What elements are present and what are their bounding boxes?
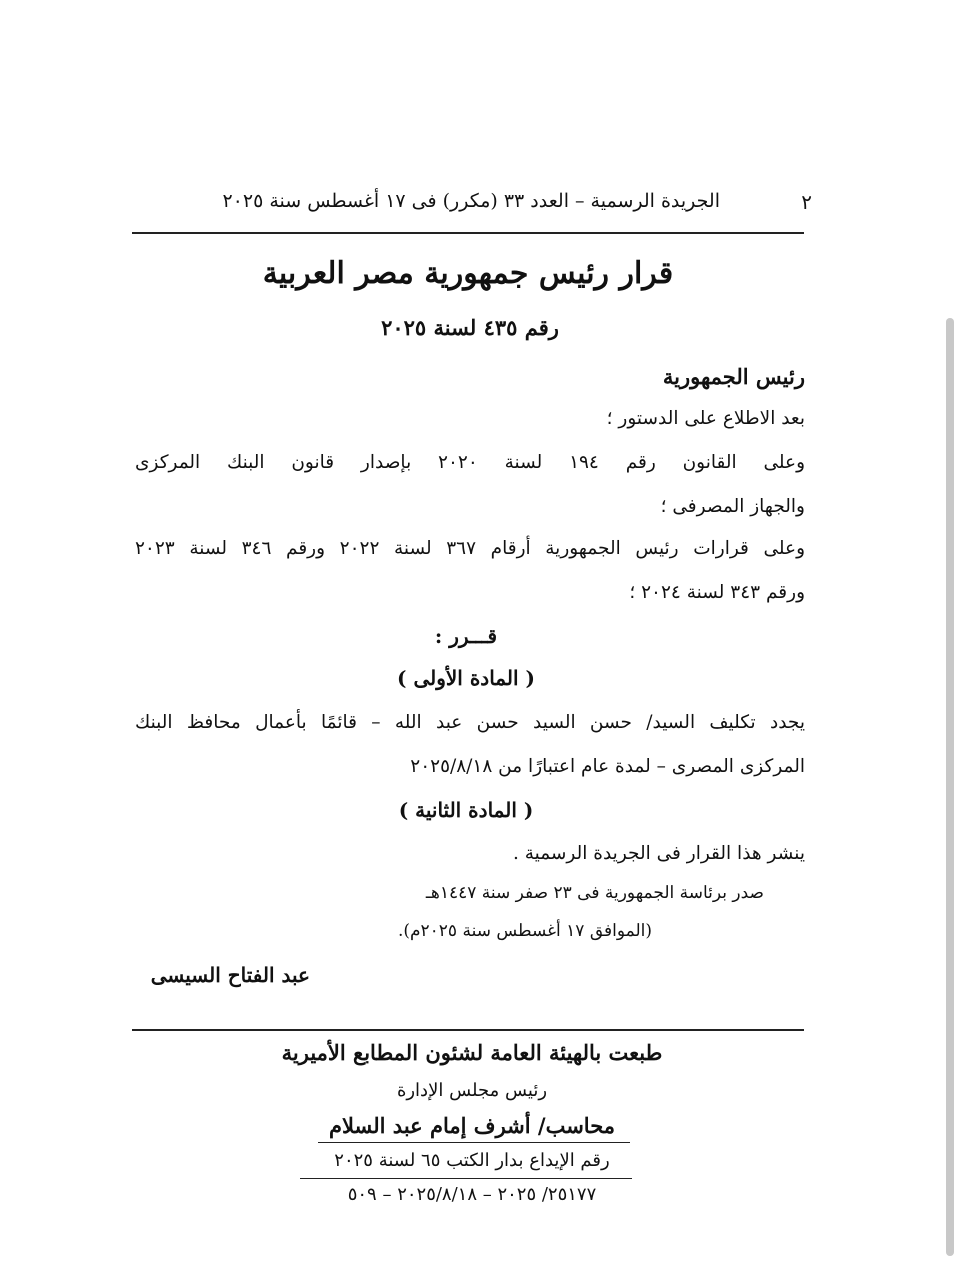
header-rule xyxy=(132,232,804,234)
decree-number-text: رقم ٤٣٥ لسنة ٢٠٢٥ xyxy=(381,315,559,340)
preamble-line-1: بعد الاطلاع على الدستور ؛ xyxy=(606,408,805,429)
preamble-line-2b: والجهاز المصرفى ؛ xyxy=(660,496,805,517)
scrollbar-thumb[interactable] xyxy=(946,318,954,1256)
chair-label xyxy=(0,1080,960,1101)
printed-by xyxy=(0,1040,960,1065)
chair-name xyxy=(0,1113,960,1138)
issued-line-1: صدر برئاسة الجمهورية فى ٢٣ صفر سنة ١٤٤٧هـ xyxy=(425,883,764,903)
printed-by-text: طبعت بالهيئة العامة لشئون المطابع الأميرية xyxy=(281,1040,663,1065)
print-codes-text: ٢٥١٧٧/ ٢٠٢٥ – ٢٠٢٥/٨/١٨ – ٥٠٩ xyxy=(347,1184,597,1205)
decree-title xyxy=(0,256,960,291)
signature-name: عبد الفتاح السيسى xyxy=(150,963,310,987)
decided-text: قـــرر : xyxy=(434,624,498,648)
print-codes xyxy=(0,1184,960,1205)
decree-title-text: قرار رئيس جمهورية مصر العربية xyxy=(262,256,674,291)
footer-short-rule-1 xyxy=(318,1142,630,1143)
decided-heading xyxy=(0,624,960,648)
issued-line-2: (الموافق ١٧ أغسطس سنة ٢٠٢٥م). xyxy=(397,921,652,941)
gazette-header: الجريدة الرسمية – العدد ٣٣ (مكرر) فى ١٧ أغسطس سنة ٢٠٢٥ xyxy=(222,190,720,212)
chair-name-text: محاسب/ أشرف إمام عبد السلام xyxy=(329,1113,615,1138)
preamble-line-3a: وعلى قرارات رئيس الجمهورية أرقام ٣٦٧ لسنة ٢٠٢٢ ورقم ٣٤٦ لسنة ٢٠٢٣ xyxy=(135,538,805,559)
article-1-heading-text: ( المادة الأولى ) xyxy=(397,666,535,690)
scrollbar-track[interactable] xyxy=(946,318,954,1256)
preamble-line-3b: ورقم ٣٤٣ لسنة ٢٠٢٤ ؛ xyxy=(629,582,805,603)
article-1-line-b: المركزى المصرى – لمدة عام اعتبارًا من ٢٠٢٥/٨/١٨ xyxy=(410,756,805,777)
footer-short-rule-2 xyxy=(300,1178,632,1179)
article-2-heading-text: ( المادة الثانية ) xyxy=(398,798,534,822)
chair-label-text: رئيس مجلس الإدارة xyxy=(396,1080,548,1101)
deposit-number-text: رقم الإيداع بدار الكتب ٦٥ لسنة ٢٠٢٥ xyxy=(334,1150,610,1171)
deposit-number xyxy=(0,1150,960,1171)
article-1-heading xyxy=(0,666,960,690)
article-2-heading xyxy=(0,798,960,822)
issuer-heading: رئيس الجمهورية xyxy=(662,364,805,389)
article-2-text: ينشر هذا القرار فى الجريدة الرسمية . xyxy=(512,843,805,864)
preamble-line-2a: وعلى القانون رقم ١٩٤ لسنة ٢٠٢٠ بإصدار قانون البنك المركزى xyxy=(135,452,805,473)
article-1-line-a: يجدد تكليف السيد/ حسن السيد حسن عبد الله – قائمًا بأعمال محافظ البنك xyxy=(135,712,805,733)
page-number: ٢ xyxy=(801,190,812,214)
footer-rule xyxy=(132,1029,804,1031)
decree-number xyxy=(0,315,960,340)
